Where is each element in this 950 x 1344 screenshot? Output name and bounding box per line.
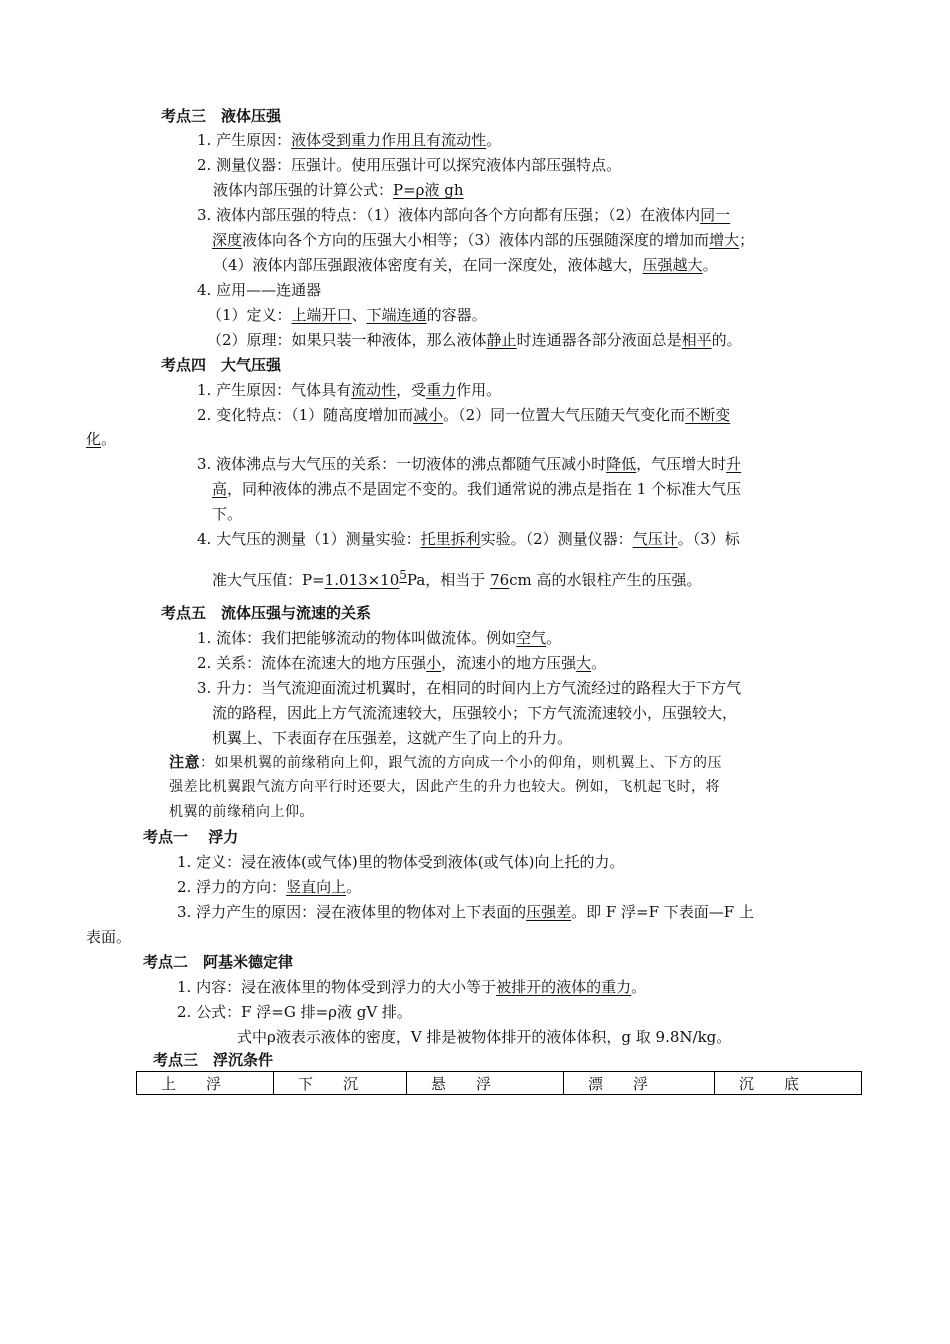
text-line: 式中ρ液表示液体的密度，V 排是被物体排开的液体体积，g 取 9.8N/kg。 xyxy=(237,1028,732,1046)
text-line: 2. 关系：流体在流速大的地方压强小，流速小的地方压强大。 xyxy=(197,654,607,672)
table-cell: 沉 底 xyxy=(715,1072,862,1095)
note-line: 机翼的前缘稍向上仰。 xyxy=(169,804,314,820)
note-line: 注意：如果机翼的前缘稍向上仰，跟气流的方向成一个小的仰角，则机翼上、下方的压 xyxy=(169,753,723,771)
text-line: 4. 应用——连通器 xyxy=(197,281,322,299)
note-line: 强差比机翼跟气流方向平行时还要大，因此产生的升力也较大。例如，飞机起飞时，将 xyxy=(169,779,720,795)
section-title-atmospheric-pressure: 考点四 大气压强 xyxy=(161,356,282,374)
text-line: 液体内部压强的计算公式：P=ρ液 gh xyxy=(213,181,464,199)
table-cell: 下 沉 xyxy=(274,1072,407,1095)
text-line: 深度液体向各个方向的压强大小相等；（3）液体内部的压强随深度的增加而增大； xyxy=(212,231,755,249)
text-line: 4. 大气压的测量（1）测量实验：托里拆利实验。（2）测量仪器：气压计。（3）标 xyxy=(197,530,740,548)
section-title-archimedes: 考点二 阿基米德定律 xyxy=(143,953,294,971)
text-line: 高，同种液体的沸点不是固定不变的。我们通常说的沸点是指在 1 个标准大气压 xyxy=(212,480,742,498)
text-line: 3. 浮力产生的原因：浸在液体里的物体对上下表面的压强差。即 F 浮=F 下表面—F 上 xyxy=(177,903,754,921)
text-line: 化。 xyxy=(86,430,117,448)
text-line: （4）液体内部压强跟液体密度有关，在同一深度处，液体越大，压强越大。 xyxy=(213,256,718,274)
text-line: 2. 公式：F 浮=G 排=ρ液 gV 排。 xyxy=(177,1003,412,1021)
floating-conditions-table xyxy=(136,1071,862,1095)
section-title-floating-conditions: 考点三 浮沉条件 xyxy=(153,1051,274,1069)
text-line: 3. 液体内部压强的特点：（1）液体内部向各个方向都有压强；（2）在液体内同一 xyxy=(197,206,731,224)
text-line: 1. 产生原因：气体具有流动性，受重力作用。 xyxy=(197,381,502,399)
text-line: （2）原理：如果只装一种液体，那么液体静止时连通器各部分液面总是相平的。 xyxy=(207,331,742,349)
text-line: 机翼上、下表面存在压强差，这就产生了向上的升力。 xyxy=(212,729,573,747)
text-line: 2. 测量仪器：压强计。使用压强计可以探究液体内部压强特点。 xyxy=(197,156,622,174)
section-title-buoyancy: 考点一 浮力 xyxy=(143,828,239,846)
text-line: （1）定义：上端开口、下端连通的容器。 xyxy=(207,306,487,324)
section-title-fluid-pressure: 考点五 流体压强与流速的关系 xyxy=(161,604,372,622)
table-cell: 上 浮 xyxy=(137,1072,274,1095)
text-line: 1. 流体：我们把能够流动的物体叫做流体。例如空气。 xyxy=(197,629,562,647)
text-line: 3. 液体沸点与大气压的关系：一切液体的沸点都随气压减小时降低，气压增大时升 xyxy=(197,455,742,473)
text-line: 表面。 xyxy=(86,928,132,946)
text-line: 下。 xyxy=(212,505,243,523)
table-row xyxy=(137,1072,862,1095)
table-cell: 悬 浮 xyxy=(407,1072,564,1095)
table-cell: 漂 浮 xyxy=(564,1072,715,1095)
text-line: 3. 升力：当气流迎面流过机翼时，在相同的时间内上方气流经过的路程大于下方气 xyxy=(197,679,742,697)
text-line: 1. 产生原因：液体受到重力作用且有流动性。 xyxy=(197,131,502,149)
text-line: 准大气压值：$P=1.013\times 10^5Pa$，相当于 76cm 高的水银柱产生的压强。 xyxy=(212,568,702,589)
text-line: 2. 变化特点：（1）随高度增加而减小。（2）同一位置大气压随天气变化而不断变 xyxy=(197,406,731,424)
section-title-liquid-pressure: 考点三 液体压强 xyxy=(161,107,282,125)
text-line: 流的路程，因此上方气流流速较大，压强较小；下方气流流速较小，压强较大， xyxy=(212,704,738,722)
text-line: 1. 内容：浸在液体里的物体受到浮力的大小等于被排开的液体的重力。 xyxy=(177,978,647,996)
text-line: 1. 定义：浸在液体(或气体)里的物体受到液体(或气体)向上托的力。 xyxy=(177,853,625,871)
text-line: 2. 浮力的方向：竖直向上。 xyxy=(177,878,362,896)
